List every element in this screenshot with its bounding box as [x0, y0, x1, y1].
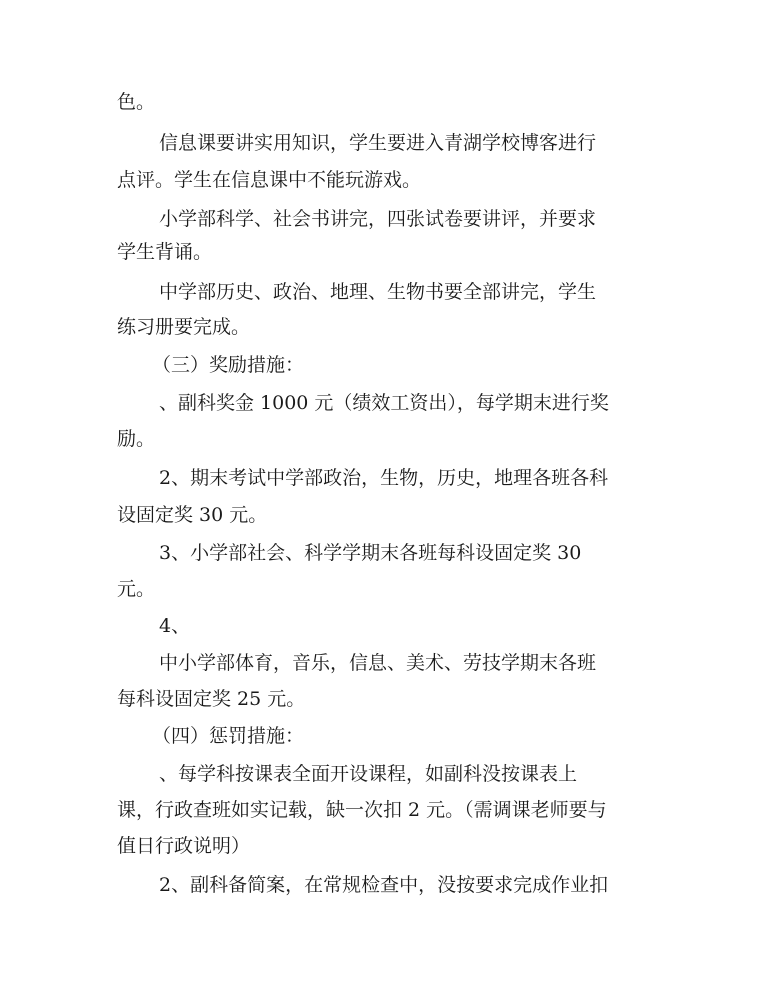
text-line: 每科设固定奖 25 元。 [117, 688, 306, 710]
section-heading: （四）惩罚措施： [152, 725, 305, 747]
text-line: 3、小学部社会、科学学期末各班每科设固定奖 30 [159, 542, 582, 564]
text-line: 点评。学生在信息课中不能玩游戏。 [117, 169, 422, 191]
text-line: 元。 [117, 578, 156, 600]
text-line: 中学部历史、政治、地理、生物书要全部讲完，学生 [159, 281, 597, 303]
text-line: 2、副科备简案，在常规检查中，没按要求完成作业扣 [159, 874, 609, 896]
text-line: 4、 [159, 615, 191, 637]
text-line: 课，行政查班如实记载，缺一次扣 2 元。（需调课老师要与 [117, 799, 607, 821]
section-heading: （三）奖励措施： [152, 354, 305, 376]
text-line: 学生背诵。 [117, 241, 213, 263]
text-line: 信息课要讲实用知识，学生要进入青湖学校博客进行 [159, 132, 597, 154]
text-line: 、副科奖金 1000 元（绩效工资出），每学期末进行奖 [159, 392, 609, 414]
text-line: 励。 [117, 428, 156, 450]
text-line: 2、期末考试中学部政治，生物，历史，地理各班各科 [159, 467, 609, 489]
text-line: 练习册要完成。 [117, 316, 251, 338]
text-line: 设固定奖 30 元。 [117, 504, 268, 526]
text-line: 、每学科按课表全面开设课程，如副科没按课表上 [159, 763, 578, 785]
text-line: 中小学部体育，音乐，信息、美术、劳技学期末各班 [159, 652, 597, 674]
text-line: 小学部科学、社会书讲完，四张试卷要讲评，并要求 [159, 208, 597, 230]
text-line: 色。 [117, 91, 156, 113]
text-line: 值日行政说明） [117, 835, 251, 857]
